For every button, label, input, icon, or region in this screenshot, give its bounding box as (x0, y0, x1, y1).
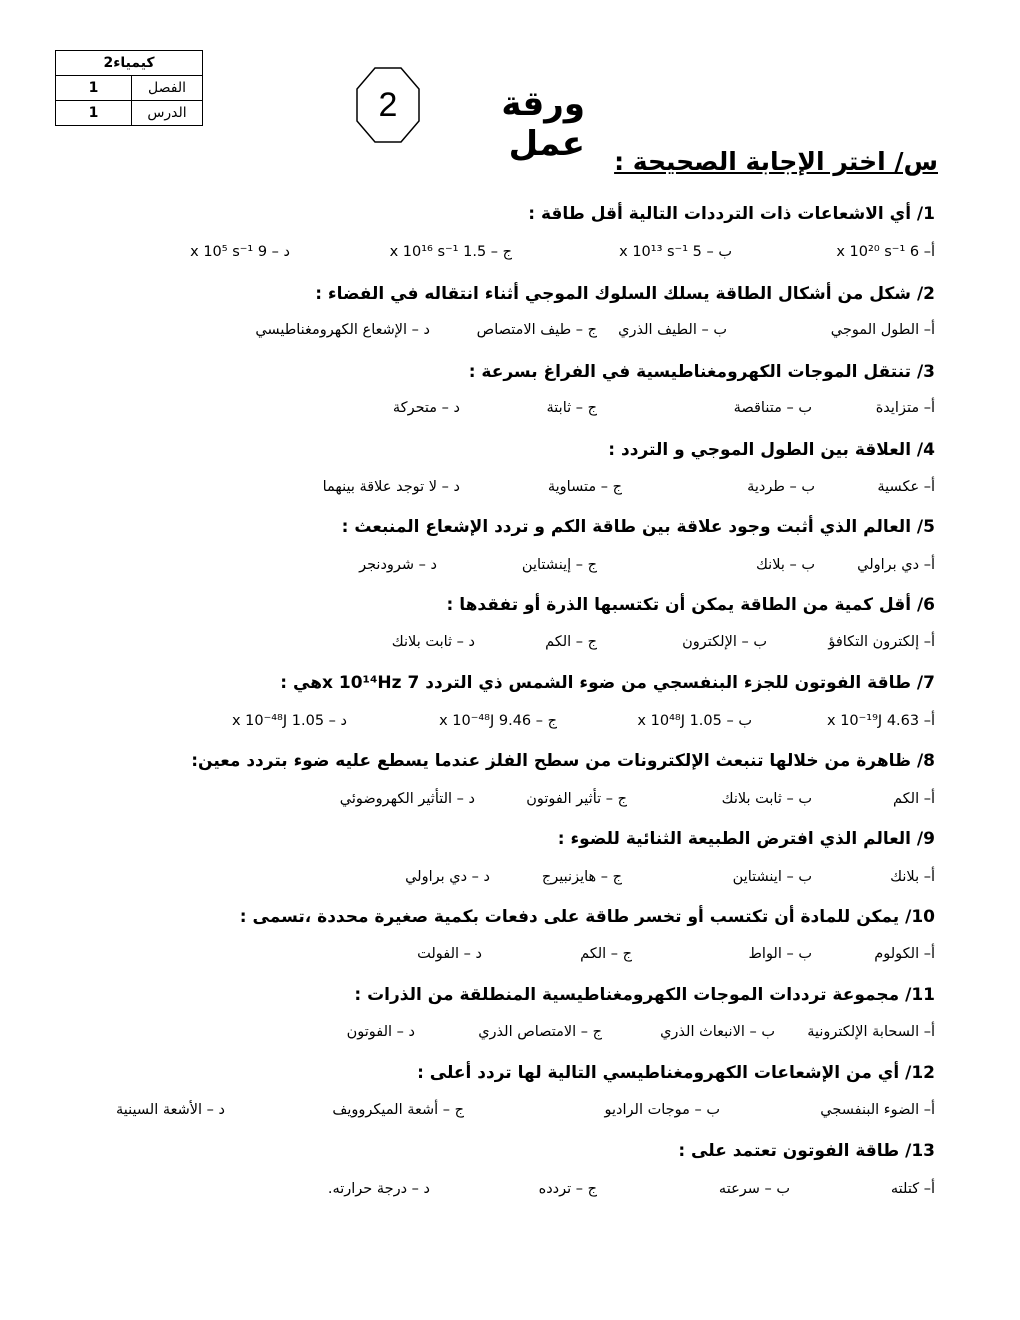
q2-option-d[interactable]: د – الإشعاع الكهرومغناطيسي (255, 322, 430, 338)
q1-option-b[interactable]: ب – 5 x 10¹³ s⁻¹ (619, 244, 732, 260)
q13-option-d[interactable]: د – درجة حرارته. (327, 1181, 430, 1197)
q4-option-d[interactable]: د – لا توجد علاقة بينهما (322, 479, 460, 495)
q1-option-c[interactable]: ج – 1.5 x 10¹⁶ s⁻¹ (389, 244, 512, 260)
q1-option-a[interactable]: أ– 6 x 10²⁰ s⁻¹ (836, 244, 935, 260)
question-10: 10/ يمكن للمادة أن تكتسب أو تخسر طاقة على دفعات بكمية صغيرة محددة ،تسمى : (239, 907, 935, 927)
q8-option-b[interactable]: ب – ثابت بلانك (721, 791, 812, 807)
instruction: س/ اختر الإجابة الصحيحة : (614, 147, 938, 176)
q4-option-c[interactable]: ج – متساوية (547, 479, 622, 495)
q12-option-d[interactable]: د – الأشعة السينية (115, 1102, 225, 1118)
q8-option-d[interactable]: د – التأثير الكهروضوئي (339, 791, 475, 807)
q9-option-b[interactable]: ب – اينشتاين (732, 869, 812, 885)
lesson-value: 1 (56, 101, 132, 126)
q4-option-b[interactable]: ب – طردية (747, 479, 815, 495)
q3-option-d[interactable]: د – متحركة (392, 400, 460, 416)
question-11: 11/ مجموعة ترددات الموجات الكهرومغناطيسية المنطلقة من الذرات : (354, 985, 935, 1005)
question-8: 8/ ظاهرة من خلالها تنبعث الإلكترونات من سطح الفلز عندما يسطع عليه ضوء بتردد معين: (191, 751, 935, 771)
question-12: 12/ أي من الإشعاعات الكهرومغناطيسي التالية لها تردد أعلى : (417, 1063, 935, 1083)
q12-option-a[interactable]: أ– الضوء البنفسجي (820, 1102, 935, 1118)
q3-option-c[interactable]: ج – ثابتة (546, 400, 597, 416)
question-13: 13/ طاقة الفوتون تعتمد على : (678, 1141, 935, 1161)
q7-option-d[interactable]: د – 1.05 x 10⁻⁴⁸J (231, 713, 347, 729)
q13-option-b[interactable]: ب – سرعته (718, 1181, 790, 1197)
q9-option-c[interactable]: ج – هايزنبيرج (541, 869, 622, 885)
q2-option-b[interactable]: ب – الطيف الذري (618, 322, 727, 338)
question-3: 3/ تنتقل الموجات الكهرومغناطيسية في الفراغ بسرعة : (468, 362, 935, 382)
q7-option-b[interactable]: ب – 1.05 x 10⁴⁸J (637, 713, 752, 729)
chapter-label: الفصل (132, 76, 203, 101)
q3-option-a[interactable]: أ– متزايدة (875, 400, 935, 416)
q2-option-a[interactable]: أ– الطول الموجي (830, 322, 935, 338)
question-4: 4/ العلاقة بين الطول الموجي و التردد : (608, 440, 935, 460)
q13-option-a[interactable]: أ– كتلته (890, 1181, 935, 1197)
q6-option-d[interactable]: د – ثابت بلانك (391, 634, 475, 650)
q3-option-b[interactable]: ب – متناقصة (733, 400, 812, 416)
q10-option-c[interactable]: ج – الكم (580, 946, 632, 962)
lesson-label: الدرس (132, 101, 203, 126)
question-9: 9/ العالم الذي افترض الطبيعة الثنائية للضوء : (557, 829, 935, 849)
question-6: 6/ أقل كمية من الطاقة يمكن أن تكتسبها الذرة أو تفقدها : (446, 595, 935, 615)
q5-option-c[interactable]: ج – إينشتاين (521, 557, 597, 573)
q11-option-b[interactable]: ب – الانبعاث الذري (660, 1024, 775, 1040)
q6-option-b[interactable]: ب – الإلكترون (682, 634, 767, 650)
worksheet-number-badge (356, 67, 420, 143)
question-7: 7/ طاقة الفوتون للجزء البنفسجي من ضوء الشمس ذي التردد 7 x 10¹⁴Hzهي : (280, 673, 935, 693)
q5-option-a[interactable]: أ– دي براولي (857, 557, 935, 573)
q10-option-a[interactable]: أ– الكولوم (874, 946, 935, 962)
q4-option-a[interactable]: أ– عكسية (877, 479, 935, 495)
q11-option-a[interactable]: أ– السحابة الإلكترونية (807, 1024, 935, 1040)
info-table (55, 50, 203, 126)
q10-option-d[interactable]: د – الفولت (417, 946, 482, 962)
worksheet-title: ورقة عمل (501, 84, 585, 164)
q11-option-d[interactable]: د – الفوتون (346, 1024, 415, 1040)
q7-option-a[interactable]: أ– 4.63 x 10⁻¹⁹J (827, 713, 935, 729)
q5-option-d[interactable]: د – شرودنجر (359, 557, 437, 573)
worksheet-number: 2 (378, 86, 398, 124)
q5-option-b[interactable]: ب – بلانك (755, 557, 815, 573)
q2-option-c[interactable]: ج – طيف الامتصاص (476, 322, 597, 338)
question-1: 1/ أي الاشعاعات ذات الترددات التالية أقل طاقة : (528, 204, 935, 224)
q10-option-b[interactable]: ب – الواط (748, 946, 812, 962)
q6-option-c[interactable]: ج – الكم (545, 634, 597, 650)
question-2: 2/ شكل من أشكال الطاقة يسلك السلوك الموجي أثناء انتقاله في الفضاء : (315, 284, 935, 304)
q8-option-c[interactable]: ج – تأثير الفوتون (526, 791, 627, 807)
q11-option-c[interactable]: ج – الامتصاص الذري (478, 1024, 602, 1040)
q1-option-d[interactable]: د – 9 x 10⁵ s⁻¹ (190, 244, 290, 260)
q13-option-c[interactable]: ج – تردده (538, 1181, 597, 1197)
question-5: 5/ العالم الذي أثبت وجود علاقة بين طاقة الكم و تردد الإشعاع المنبعث : (341, 517, 935, 537)
q12-option-c[interactable]: ج – أشعة الميكروويف (332, 1102, 464, 1118)
q6-option-a[interactable]: أ– إلكترون التكافؤ (828, 634, 935, 650)
q7-option-c[interactable]: ج – 9.46 x 10⁻⁴⁸J (439, 713, 557, 729)
q9-option-a[interactable]: أ– بلانك (890, 869, 935, 885)
q8-option-a[interactable]: أ– الكم (893, 791, 935, 807)
q9-option-d[interactable]: د – دي براولي (405, 869, 490, 885)
subject-cell: كيمياء2 (56, 51, 203, 76)
q12-option-b[interactable]: ب – موجات الراديو (604, 1102, 720, 1118)
chapter-value: 1 (56, 76, 132, 101)
